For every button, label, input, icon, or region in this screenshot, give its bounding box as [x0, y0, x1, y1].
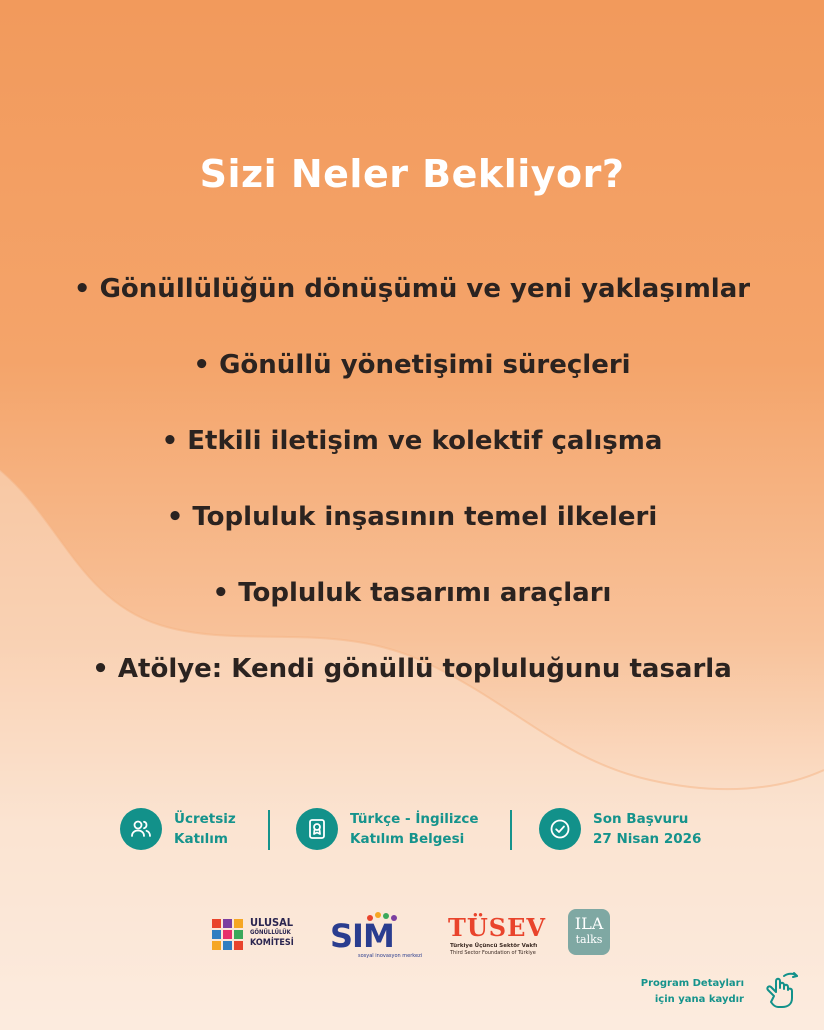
ugk-line: KOMİTESİ	[250, 938, 294, 948]
info-row	[0, 806, 824, 852]
topic-item: • Gönüllü yönetişimi süreçleri	[193, 350, 631, 380]
ila-line: talks	[575, 933, 603, 946]
separator	[510, 810, 512, 850]
topic-item: • Atölye: Kendi gönüllü topluluğunu tasarla	[92, 654, 732, 684]
info-line: Ücretsiz	[174, 811, 236, 827]
topic-item: • Etkili iletişim ve kolektif çalışma	[161, 426, 663, 456]
ugk-logo	[210, 915, 305, 955]
separator	[268, 810, 270, 850]
tusev-logo	[448, 913, 548, 958]
partner-logos	[0, 905, 824, 965]
info-line: Katılım	[174, 831, 228, 847]
tusev-line: Third Sector Foundation of Türkiye	[450, 950, 536, 956]
sim-name: SIM	[330, 917, 394, 955]
certificate-icon	[296, 808, 338, 850]
ila-talks-logo	[568, 909, 610, 955]
sim-tagline: sosyal inovasyon merkezi	[358, 953, 423, 959]
info-line: Türkçe - İngilizce	[350, 811, 479, 827]
info-line: Katılım Belgesi	[350, 831, 465, 847]
people-icon	[120, 808, 162, 850]
swipe-hint[interactable]	[632, 970, 802, 1010]
check-circle-icon	[539, 808, 581, 850]
swipe-hand-icon	[760, 970, 802, 1010]
swipe-line: için yana kaydır	[654, 994, 744, 1005]
topic-item: • Topluluk tasarımı araçları	[212, 578, 612, 608]
topics-list	[0, 265, 824, 721]
swipe-line: Program Detayları	[640, 978, 744, 989]
info-line: Son Başvuru	[593, 811, 689, 827]
ugk-line: GÖNÜLLÜLÜK	[250, 929, 291, 936]
ugk-line: ULUSAL	[250, 916, 294, 929]
topic-item: • Topluluk inşasının temel ilkeleri	[166, 502, 658, 532]
info-line: 27 Nisan 2026	[593, 831, 702, 847]
ugk-mark-icon	[210, 917, 246, 953]
sim-logo	[330, 911, 423, 961]
tusev-name: TÜSEV	[448, 913, 547, 942]
tusev-line: Türkiye Üçüncü Sektör Vakfı	[450, 943, 538, 949]
ila-line: ILA	[574, 914, 604, 933]
page-title: Sizi Neler Bekliyor?	[199, 152, 625, 196]
topic-item: • Gönüllülüğün dönüşümü ve yeni yaklaşımlar	[73, 274, 751, 304]
